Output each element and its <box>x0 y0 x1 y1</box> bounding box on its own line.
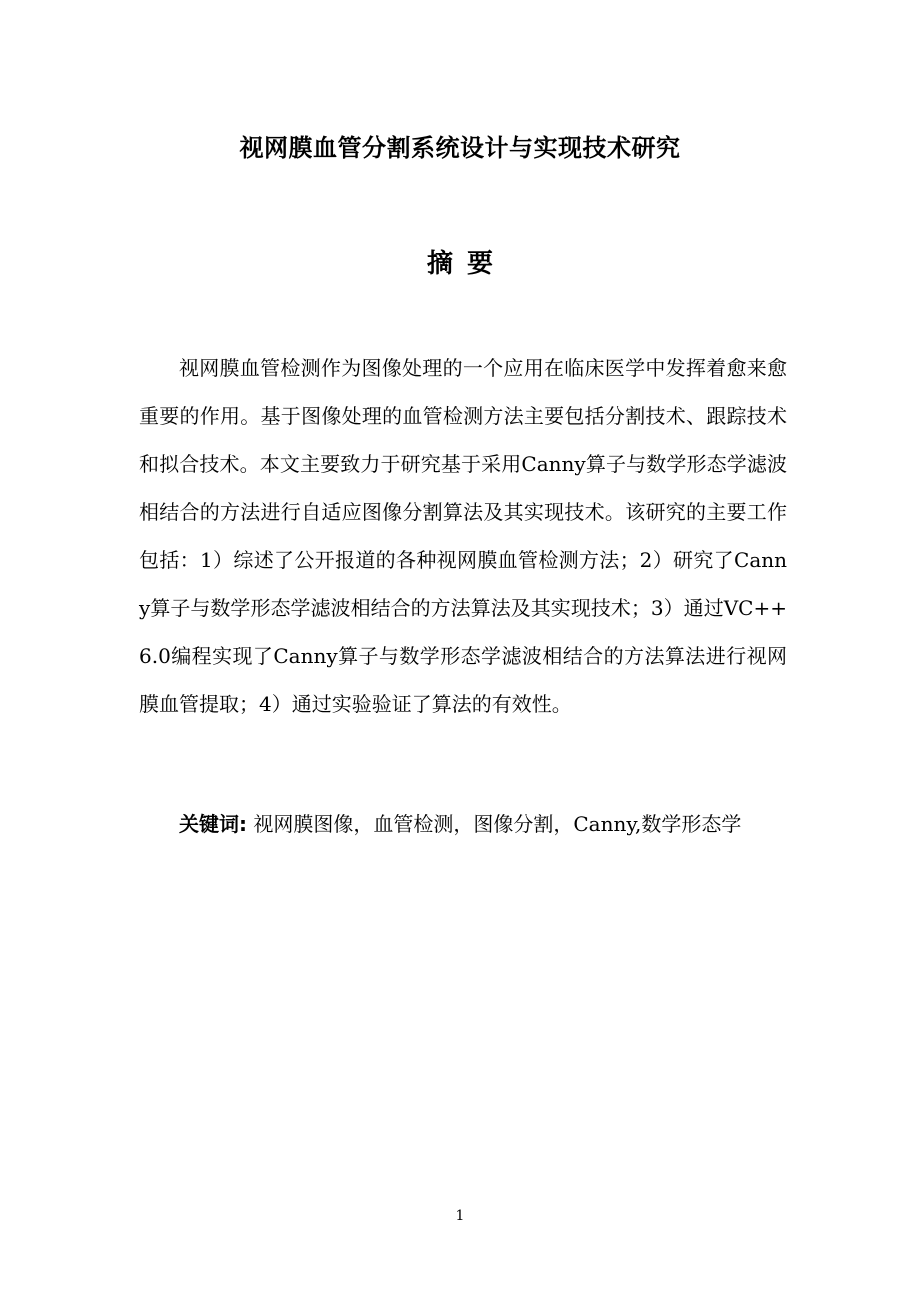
page-number: 1 <box>455 1208 465 1224</box>
abstract-heading: 摘要 <box>426 249 507 279</box>
paper-title: 视网膜血管分割系统设计与实现技术研究 <box>239 134 681 162</box>
keywords-label: 关键词: <box>179 812 247 836</box>
abstract-body: 视网膜血管检测作为图像处理的一个应用在临床医学中发挥着愈来愈重要的作用。基于图像处理的血管检测方法主要包括分割技术、跟踪技术和拟合技术。本文主要致力于研究基于采用Canny算子与数学形态学滤波相结合的方法进行自适应图像分割算法及其实现技术。该研究的主要工作包括：1）综述了公开报道的各种视网膜血管检测方法；2）研究了Canny算子与数学形态学滤波相结合的方法算法及其实现技术；3）通过VC++6.0编程实现了Canny算子与数学形态学滤波相结合的方法算法进行视网膜血管提取；4）通过实验验证了算法的有效性。 <box>139 356 787 716</box>
keywords-line <box>139 800 819 848</box>
keywords-text: 视网膜图像，血管检测，图像分割，Canny,数学形态学 <box>247 812 742 836</box>
